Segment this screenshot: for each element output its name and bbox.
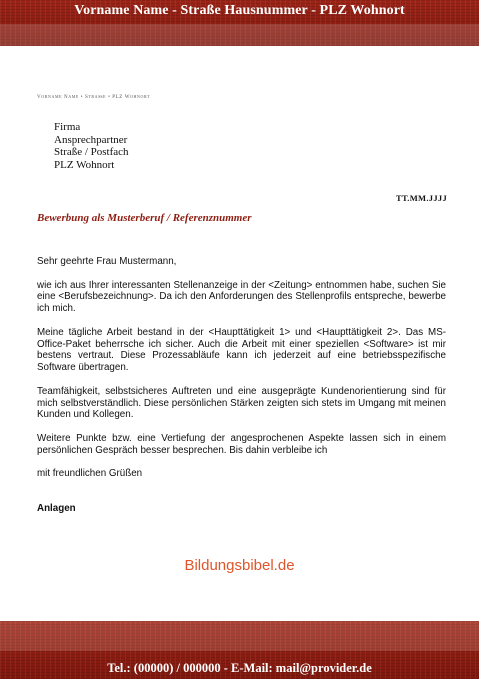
return-address-line: Vorname Name • Straße • PLZ Wohnort bbox=[37, 95, 151, 100]
letter-subject: Bewerbung als Musterberuf / Referenznummer bbox=[37, 212, 252, 224]
paragraph-intro: wie ich aus Ihrer interessanten Stellenanzeige in der <Zeitung> entnommen habe, suchen Sie eine <Berufsbezeichnung>. Da ich den Anforderungen des Stellenprofils entspreche, bewerbe ich mich. bbox=[37, 279, 446, 315]
letter-date: TT.MM.JJJJ bbox=[395, 193, 447, 203]
paragraph-outlook: Weitere Punkte bzw. eine Vertiefung der angesprochenen Aspekte lassen sich in einem persönlichen Gespräch besser besprechen. Bis dahin verbleibe ich bbox=[37, 432, 446, 456]
closing: mit freundlichen Grüßen bbox=[37, 468, 143, 480]
footer-contact-line: Tel.: (00000) / 000000 - E-Mail: mail@provider.de bbox=[107, 661, 372, 675]
recipient-street: Straße / Postfach bbox=[54, 146, 129, 158]
paragraph-experience: Meine tägliche Arbeit bestand in der <Haupttätigkeit 1> und <Haupttätigkeit 2>. Das MS-Office-Paket beherrsche ich sicher. Auch die Arbeit mit einer speziellen <Software> ist mir bestens vertraut. Diese Prozessabläufe kann ich jederzeit auf eine betriebsspezifische Software übertragen. bbox=[37, 326, 446, 374]
header-sender-line: Vorname Name - Straße Hausnummer - PLZ Wohnort bbox=[74, 3, 405, 18]
recipient-address bbox=[54, 121, 129, 171]
letter-body bbox=[37, 256, 446, 527]
attachments-label: Anlagen bbox=[37, 503, 76, 515]
recipient-company: Firma bbox=[54, 121, 81, 133]
paragraph-strengths: Teamfähigkeit, selbstsicheres Auftreten und eine ausgeprägte Kundenorientierung sind für mich selbstverständlich. Diese persönlichen Stärken zeigten sich stets im Umgang mit meinen Kunden und Kollegen. bbox=[37, 385, 446, 421]
watermark-link[interactable]: Bildungsbibel.de bbox=[184, 557, 295, 574]
salutation: Sehr geehrte Frau Mustermann, bbox=[37, 256, 177, 267]
recipient-contact: Ansprechpartner bbox=[54, 133, 128, 146]
recipient-city: PLZ Wohnort bbox=[54, 158, 115, 171]
